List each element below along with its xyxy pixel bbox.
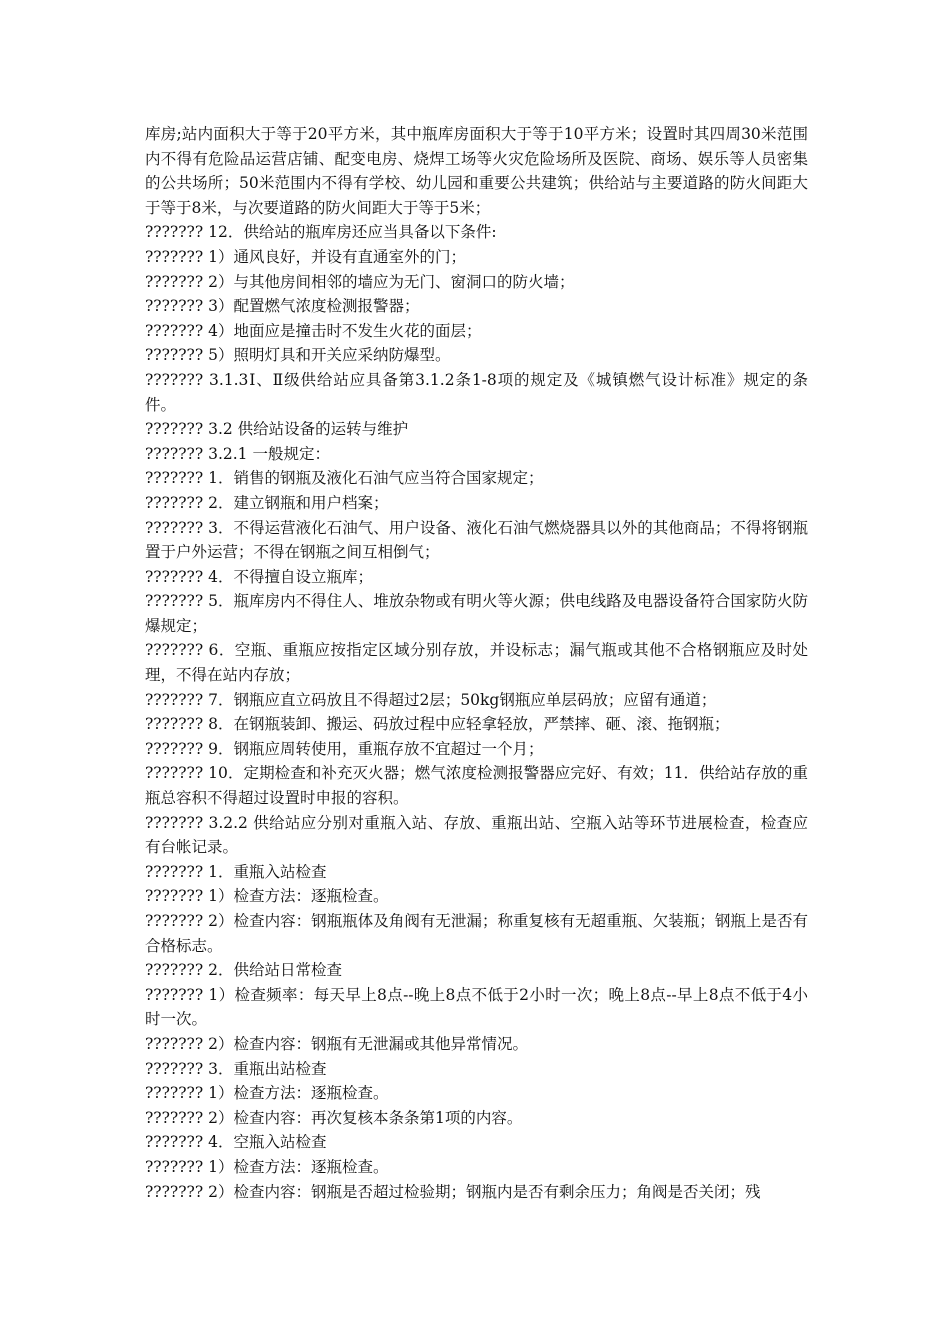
paragraph: ??????? 1）通风良好，并设有直通室外的门；: [145, 247, 466, 266]
paragraph: ??????? 2．建立钢瓶和用户档案；: [145, 493, 389, 512]
paragraph: ??????? 1）检查方法：逐瓶检查。: [145, 1157, 389, 1176]
paragraph: ??????? 2）检查内容：钢瓶瓶体及角阀有无泄漏；称重复核有无超重瓶、欠装瓶；钢瓶上是否有合格标志。: [145, 912, 808, 955]
paragraph: ??????? 8．在钢瓶装卸、搬运、码放过程中应轻拿轻放，严禁摔、砸、滚、拖钢瓶；: [145, 715, 730, 734]
paragraph: ??????? 10．定期检查和补充灭火器；燃气浓度检测报警器应完好、有效；11．供给站存放的重瓶总容积不得超过设置时申报的容积。: [145, 764, 808, 808]
paragraph: ??????? 4．空瓶入站检查: [145, 1133, 327, 1152]
paragraph: ??????? 2）检查内容：钢瓶是否超过检验期；钢瓶内是否有剩余压力；角阀是否关闭；残: [145, 1182, 761, 1201]
section-heading: ??????? 3.2 供给站设备的运转与维护: [145, 420, 409, 439]
paragraph: ??????? 1．重瓶入站检查: [145, 862, 327, 881]
paragraph: ??????? 4．不得擅自设立瓶库；: [145, 567, 373, 586]
paragraph: ??????? 3）配置燃气浓度检测报警器；: [145, 297, 420, 316]
paragraph: ??????? 1．销售的钢瓶及液化石油气应当符合国家规定；: [145, 469, 544, 488]
paragraph: ??????? 3．不得运营液化石油气、用户设备、液化石油气燃烧器具以外的其他商品；不得将钢瓶置于户外运营；不得在钢瓶之间互相倒气；: [145, 518, 808, 562]
paragraph: ??????? 12．供给站的瓶库房还应当具备以下条件:: [145, 223, 497, 242]
paragraph: ??????? 5）照明灯具和开关应采纳防爆型。: [145, 346, 451, 365]
paragraph: ??????? 1）检查方法：逐瓶检查。: [145, 887, 389, 906]
paragraph: ??????? 9．钢瓶应周转使用，重瓶存放不宜超过一个月；: [145, 739, 544, 758]
subsection-heading: ??????? 3.2.2 供给站应分别对重瓶入站、存放、重瓶出站、空瓶入站等环节进展检查，检查应有台帐记录。: [145, 813, 808, 857]
paragraph: ??????? 3．重瓶出站检查: [145, 1059, 327, 1078]
document-body: [145, 122, 808, 1204]
paragraph: ??????? 5．瓶库房内不得住人、堆放杂物或有明火等火源；供电线路及电器设备符合国家防火防爆规定；: [145, 592, 808, 635]
paragraph: ??????? 2）与其他房间相邻的墙应为无门、窗洞口的防火墙；: [145, 272, 575, 291]
paragraph: ??????? 1）检查方法：逐瓶检查。: [145, 1084, 389, 1103]
paragraph: ??????? 7．钢瓶应直立码放且不得超过2层；50kg钢瓶应单层码放；应留有通道；: [145, 690, 717, 709]
paragraph: ??????? 2．供给站日常检查: [145, 961, 342, 980]
paragraph: ??????? 2）检查内容：再次复核本条条第1项的内容。: [145, 1108, 523, 1127]
paragraph: ??????? 2）检查内容：钢瓶有无泄漏或其他异常情况。: [145, 1034, 528, 1053]
paragraph: ??????? 3.1.3Ⅰ、Ⅱ级供给站应具备第3.1.2条1-8项的规定及《城镇燃气设计标准》规定的条件。: [145, 370, 808, 414]
paragraph: ??????? 1）检查频率：每天早上8点--晚上8点不低于2小时一次；晚上8点--早上8点不低于4小时一次。: [145, 985, 808, 1029]
subsection-heading: ??????? 3.2.1 一般规定：: [145, 444, 330, 463]
paragraph: ??????? 4）地面应是撞击时不发生火花的面层；: [145, 321, 482, 340]
paragraph: ??????? 6．空瓶、重瓶应按指定区域分别存放，并设标志；漏气瓶或其他不合格钢瓶应及时处理，不得在站内存放；: [145, 641, 808, 685]
paragraph: 库房;站内面积大于等于20平方米，其中瓶库房面积大于等于10平方米；设置时其四周30米范围内不得有危险品运营店铺、配变电房、烧焊工场等火灾危险场所及医院、商场、娱乐等人员密集的公共场所；50米范围内不得有学校、幼儿园和重要公共建筑；供给站与主要道路的防火间距大于等于8米，与次要道路的防火间距大于等于5米；: [145, 125, 808, 217]
